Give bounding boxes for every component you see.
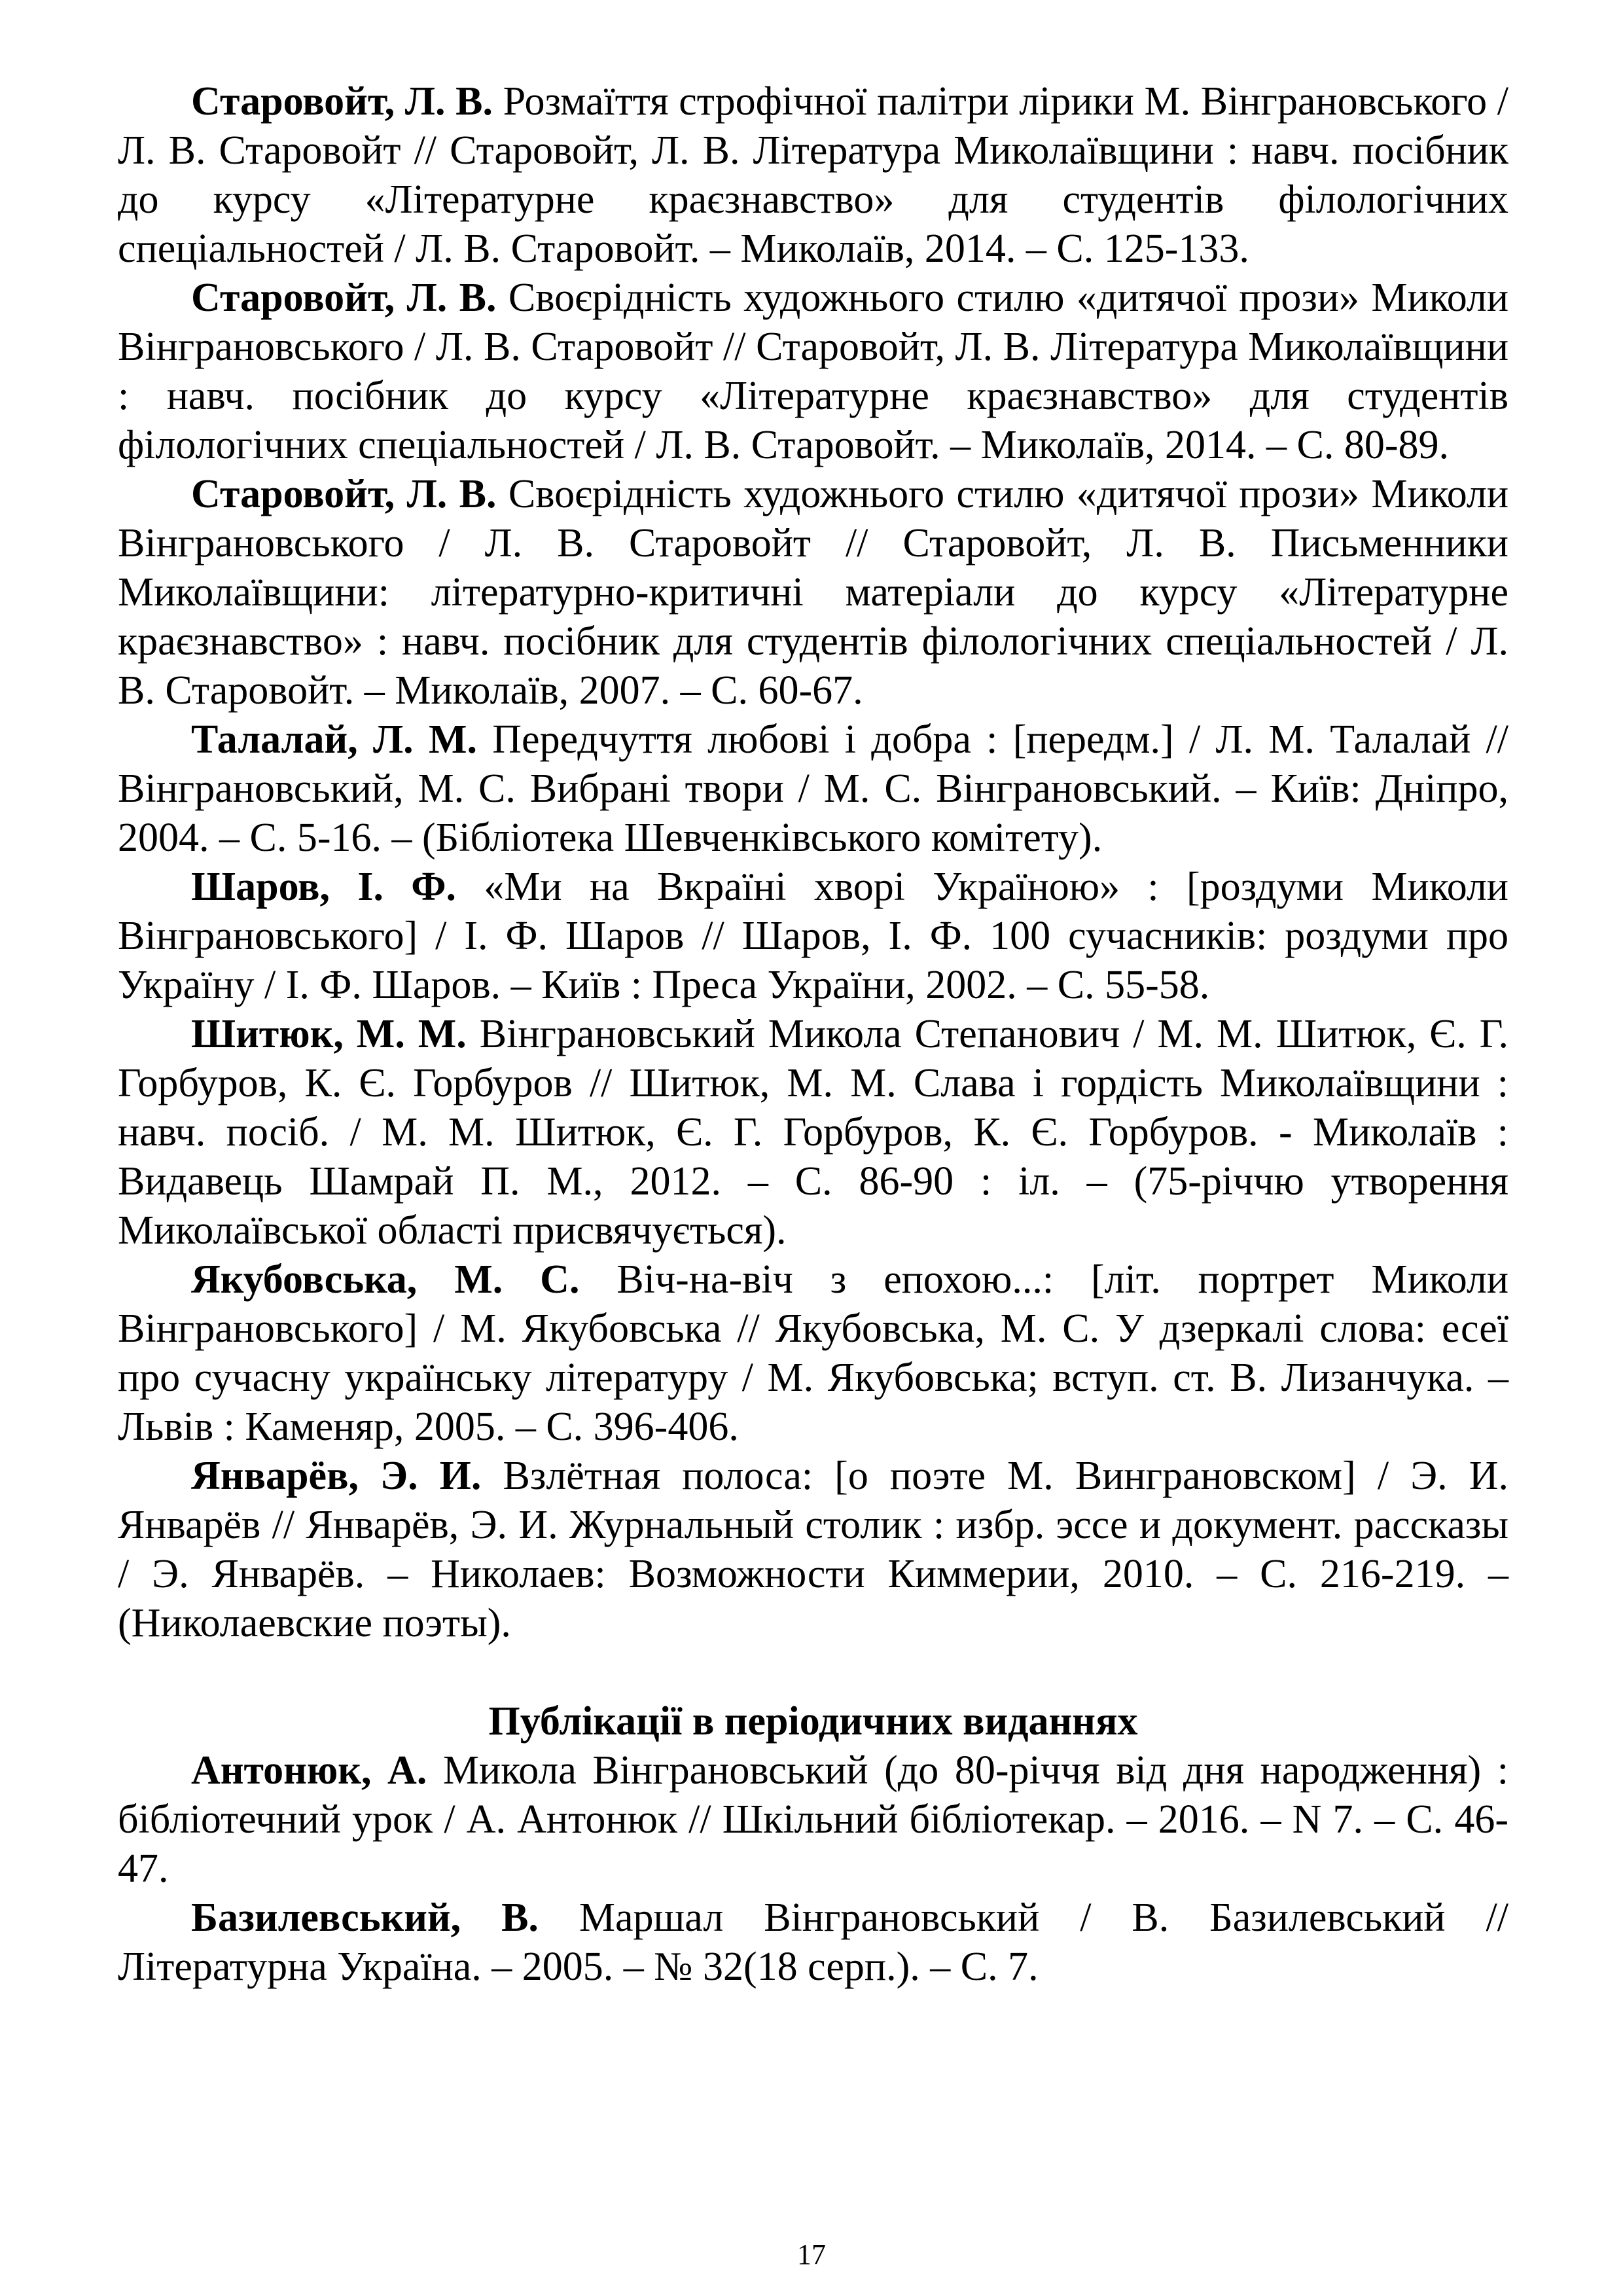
entry-text: Своєрідність художнього стилю «дитячої прози» Миколи Вінграновського / Л. В. Старовойт // Старовойт, Л. В. Література Миколаївщини : навч. посібник до курсу «Літературне краєзнавство» для студентів філологічних спеціальностей / Л. В. Старовойт. – Миколаїв, 2014. – С. 80-89.: [118, 276, 1509, 467]
entry-author: Старовойт, Л. В.: [191, 79, 493, 124]
bibliography-entry: [118, 77, 1508, 274]
bibliography-entry: [118, 863, 1508, 1010]
entry-author: Талалай, Л. М.: [191, 717, 477, 762]
entry-text: Микола Вінграновський (до 80-річчя від дня народження) : бібліотечний урок / А. Антонюк // Шкільний бібліотекар. – 2016. – N 7. – С. 46-47.: [118, 1748, 1509, 1891]
entry-text: Передчуття любові і добра : [передм.] / Л. М. Талалай // Вінграновський, М. С. Вибрані твори / М. С. Вінграновський. – Київ: Дніпро, 2004. – С. 5-16. – (Бібліотека Шевченківського комітету).: [118, 717, 1508, 860]
entry-text: Вінграновський Микола Степанович / М. М. Шитюк, Є. Г. Горбуров, К. Є. Горбуров // Шитюк, М. М. Слава і гордість Миколаївщини : навч. посіб. / М. М. Шитюк, Є. Г. Горбуров, К. Є. Горбуров. - Миколаїв : Видавець Шамрай П. М., 2012. – С. 86-90 : іл. – (75-річчю утворення Миколаївської області присвячується).: [118, 1012, 1508, 1253]
entry-author: Старовойт, Л. В.: [191, 276, 497, 320]
bibliography-list-bottom: [118, 1746, 1508, 1992]
entry-text: Розмаїття строфічної палітри лірики М. Вінграновського / Л. В. Старовойт // Старовойт, Л. В. Література Миколаївщини : навч. посібник до курсу «Літературне краєзнавство» для студентів філологічних спеціальностей / Л. В. Старовойт. – Миколаїв, 2014. – С. 125-133.: [118, 79, 1509, 271]
entry-author: Антонюк, А.: [191, 1748, 427, 1793]
page-number: 17: [797, 2238, 826, 2270]
bibliography-entry: [118, 274, 1508, 470]
entry-author: Январёв, Э. И.: [191, 1454, 482, 1498]
entry-text: Взлётная полоса: [о поэте М. Винграновском] / Э. И. Январёв // Январёв, Э. И. Журнальный столик : избр. эссе и документ. рассказы / Э. Январёв. – Николаев: Возможности Киммерии, 2010. – С. 216-219. – (Николаевские поэты).: [118, 1454, 1508, 1645]
entry-author: Базилевський, В.: [191, 1895, 539, 1940]
document-page: [118, 77, 1508, 1992]
bibliography-entry: [118, 1010, 1508, 1255]
entry-author: Шитюк, М. М.: [191, 1012, 467, 1056]
entry-text: «Ми на Вкраїні хворі Україною» : [роздуми Миколи Вінграновського] / І. Ф. Шаров // Шаров, І. Ф. 100 сучасників: роздуми про Україну / І. Ф. Шаров. – Київ : Преса України, 2002. – С. 55-58.: [118, 865, 1508, 1007]
bibliography-entry: [118, 715, 1508, 863]
bibliography-list-top: [118, 77, 1508, 1648]
section-heading: Публікації в періодичних виданнях: [488, 1699, 1138, 1744]
bibliography-entry: [118, 470, 1508, 715]
bibliography-entry: [118, 1893, 1508, 1992]
bibliography-entry: [118, 1746, 1508, 1893]
bibliography-entry: [118, 1255, 1508, 1452]
entry-author: Старовойт, Л. В.: [191, 472, 497, 516]
entry-text: Віч-на-віч з епохою...: [літ. портрет Миколи Вінграновського] / М. Якубовська // Якубовська, М. С. У дзеркалі слова: есеї про сучасну українську літературу / М. Якубовська; вступ. ст. В. Лизанчука. – Львів : Каменяр, 2005. – С. 396-406.: [118, 1257, 1509, 1449]
entry-text: Своєрідність художнього стилю «дитячої прози» Миколи Вінграновського / Л. В. Старовойт // Старовойт, Л. В. Письменники Миколаївщини: літературно-критичні матеріали до курсу «Літературне краєзнавство» : навч. посібник для студентів філологічних спеціальностей / Л. В. Старовойт. – Миколаїв, 2007. – С. 60-67.: [118, 472, 1509, 713]
entry-author: Шаров, І. Ф.: [191, 865, 457, 909]
entry-text: Маршал Вінграновський / В. Базилевський // Літературна Україна. – 2005. – № 32(18 серп.). – С. 7.: [118, 1895, 1508, 1989]
bibliography-entry: [118, 1452, 1508, 1648]
entry-author: Якубовська, М. С.: [191, 1257, 580, 1302]
